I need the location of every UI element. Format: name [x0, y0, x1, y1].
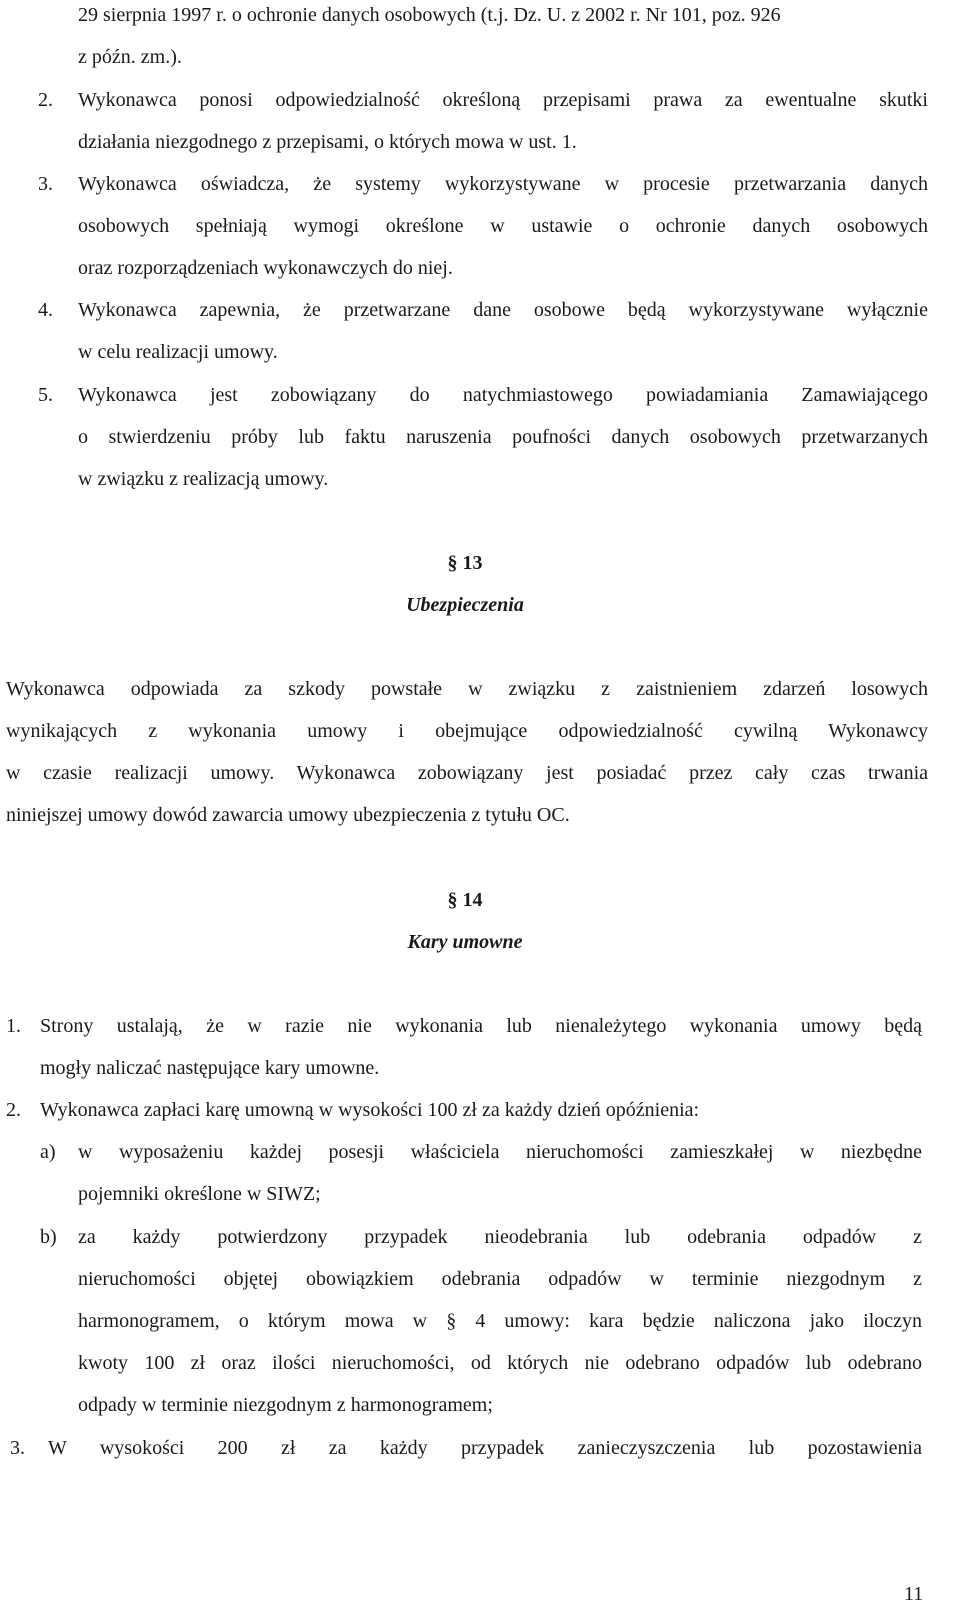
sub-item-text: kwoty 100 zł oraz ilości nieruchomości, od których nie odebrano odpadów lub odebrano	[78, 1352, 922, 1374]
list-item-number: 3.	[10, 1437, 25, 1459]
sub-item-label: a)	[40, 1141, 56, 1163]
sub-item-label: b)	[40, 1226, 57, 1248]
list-item-number: 2.	[38, 89, 53, 111]
list-item-text: Wykonawca zapewnia, że przetwarzane dane osobowe będą wykorzystywane wyłącznie	[78, 299, 928, 321]
sub-item-text: odpady w terminie niezgodnym z harmonogramem;	[78, 1394, 493, 1416]
list-item-text: mogły naliczać następujące kary umowne.	[40, 1057, 380, 1079]
section-number: § 14	[447, 889, 483, 911]
sub-item-text: harmonogramem, o którym mowa w § 4 umowy: kara będzie naliczona jako iloczyn	[78, 1310, 922, 1332]
paragraph-line: Wykonawca odpowiada za szkody powstałe w związku z zaistnieniem zdarzeń losowych	[6, 678, 928, 700]
list-item-number: 4.	[38, 299, 53, 321]
list-item-number: 3.	[38, 173, 53, 195]
sub-item-text: za każdy potwierdzony przypadek nieodebrania lub odebrania odpadów z	[78, 1226, 922, 1248]
section-title: Ubezpieczenia	[406, 594, 524, 616]
sub-item-text: pojemniki określone w SIWZ;	[78, 1183, 321, 1205]
list-item-text: Strony ustalają, że w razie nie wykonania lub nienależytego wykonania umowy będą	[40, 1015, 922, 1037]
list-item-text: Wykonawca zapłaci karę umowną w wysokości 100 zł za każdy dzień opóźnienia:	[40, 1099, 700, 1121]
paragraph-line: niniejszej umowy dowód zawarcia umowy ubezpieczenia z tytułu OC.	[6, 804, 570, 826]
list-item-text: Wykonawca jest zobowiązany do natychmiastowego powiadamiania Zamawiającego	[78, 384, 928, 406]
section-title: Kary umowne	[407, 931, 523, 953]
list-item-number: 2.	[6, 1099, 21, 1121]
section-number: § 13	[447, 552, 483, 574]
list-item-text: o stwierdzeniu próby lub faktu naruszenia poufności danych osobowych przetwarzanych	[78, 426, 928, 448]
list-item-text: osobowych spełniają wymogi określone w ustawie o ochronie danych osobowych	[78, 215, 928, 237]
list-item-text: oraz rozporządzeniach wykonawczych do niej.	[78, 257, 453, 279]
list-item-number: 5.	[38, 384, 53, 406]
list-item-text: W wysokości 200 zł za każdy przypadek zanieczyszczenia lub pozostawienia	[48, 1437, 922, 1459]
paragraph-line: w czasie realizacji umowy. Wykonawca zobowiązany jest posiadać przez cały czas trwania	[6, 762, 928, 784]
list-item-text: w celu realizacji umowy.	[78, 341, 278, 363]
list-item-text: Wykonawca ponosi odpowiedzialność określoną przepisami prawa za ewentualne skutki	[78, 89, 928, 111]
list-item-text: Wykonawca oświadcza, że systemy wykorzystywane w procesie przetwarzania danych	[78, 173, 928, 195]
sub-item-text: w wyposażeniu każdej posesji właściciela nieruchomości zamieszkałej w niezbędne	[78, 1141, 922, 1163]
continuation-line: 29 sierpnia 1997 r. o ochronie danych osobowych (t.j. Dz. U. z 2002 r. Nr 101, poz. 926	[78, 4, 781, 26]
list-item-text: działania niezgodnego z przepisami, o których mowa w ust. 1.	[78, 131, 577, 153]
continuation-line: z późn. zm.).	[78, 46, 182, 68]
page-number: 11	[904, 1583, 924, 1605]
sub-item-text: nieruchomości objętej obowiązkiem odebrania odpadów w terminie niezgodnym z	[78, 1268, 922, 1290]
paragraph-line: wynikających z wykonania umowy i obejmujące odpowiedzialność cywilną Wykonawcy	[6, 720, 928, 742]
list-item-number: 1.	[6, 1015, 21, 1037]
list-item-text: w związku z realizacją umowy.	[78, 468, 329, 490]
